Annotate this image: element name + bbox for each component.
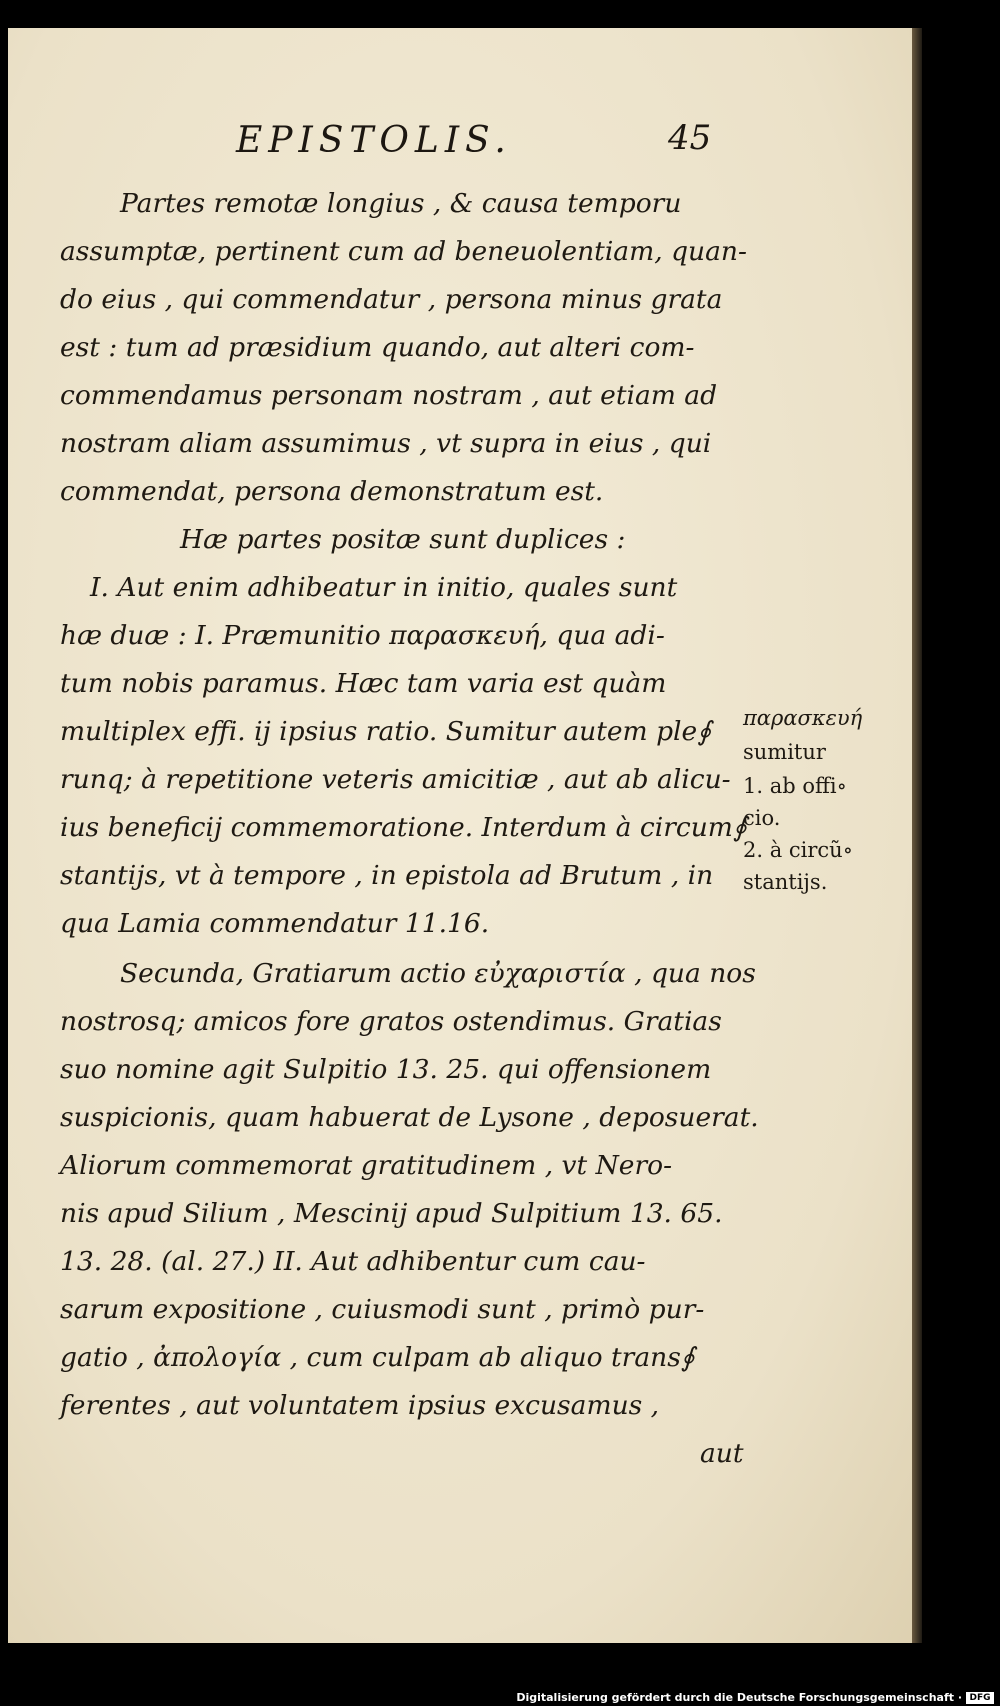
catchword: aut [700,1438,744,1469]
text-line: Secunda, Gratiarum actio εὐχαριστία , qua nos [120,958,756,989]
text-line: ferentes , aut voluntatem ipsius excusamus , [60,1390,660,1421]
text-line: Partes remotæ longius , & causa temporu [120,188,682,219]
text-line: Hæ partes positæ sunt duplices : [180,524,626,555]
text-line: gatio , ἀπολογία , cum culpam ab aliquo trans∮ [60,1342,695,1373]
text-line: commendat, persona demonstratum est. [60,476,604,507]
dfg-logo: DFG [966,1692,994,1704]
text-line: est : tum ad præsidium quando, aut alteri com- [60,332,695,363]
text-line: hæ duæ : I. Præmunitio παρασκευή, qua adi- [60,620,665,651]
text-line: nis apud Silium , Mescinij apud Sulpitium 13. 65. [60,1198,723,1229]
text-line: nostrosq; amicos fore gratos ostendimus. Gratias [60,1006,722,1037]
text-line: runq; à repetitione veteris amicitiæ , aut ab alicu- [60,764,731,795]
text-line: tum nobis paramus. Hæc tam varia est quàm [60,668,667,699]
text-line: assumptæ, pertinent cum ad beneuolentiam, quan- [60,236,747,267]
text-line: suo nomine agit Sulpitio 13. 25. qui offensionem [60,1054,712,1085]
text-line: do eius , qui commendatur , persona minus grata [60,284,723,315]
margin-note: παρασκευή [743,706,863,730]
page-gutter [912,28,922,1643]
text-line: I. Aut enim adhibeatur in initio, quales sunt [90,572,678,603]
text-line: suspicionis, quam habuerat de Lysone , deposuerat. [60,1102,759,1133]
page-number: 45 [668,118,712,158]
text-line: stantijs, vt à tempore , in epistola ad Brutum , in [60,860,714,891]
margin-note: 1. ab offi∘ [743,774,847,798]
digitization-credit: Digitalisierung gefördert durch die Deutsche Forschungsgemeinschaft · [516,1691,962,1704]
text-line: qua Lamia commendatur 11.16. [60,908,490,939]
text-line: nostram aliam assumimus , vt supra in eius , qui [60,428,712,459]
text-line: multiplex effi. ij ipsius ratio. Sumitur autem ple∮ [60,716,712,747]
text-line: ius beneficij commemoratione. Interdum à circum∮ [60,812,747,843]
running-title: EPISTOLIS. [236,120,512,161]
margin-note: stantijs. [743,870,828,894]
margin-note: sumitur [743,740,826,764]
text-line: commendamus personam nostram , aut etiam ad [60,380,718,411]
text-line: 13. 28. (al. 27.) II. Aut adhibentur cum cau- [60,1246,646,1277]
book-page [8,28,921,1643]
margin-note: 2. à circũ∘ [743,838,854,862]
margin-note: cio. [743,806,781,830]
footer-bar [0,1690,1000,1706]
text-line: sarum expositione , cuiusmodi sunt , primò pur- [60,1294,705,1325]
page-header [8,110,920,170]
text-line: Aliorum commemorat gratitudinem , vt Nero- [60,1150,673,1181]
